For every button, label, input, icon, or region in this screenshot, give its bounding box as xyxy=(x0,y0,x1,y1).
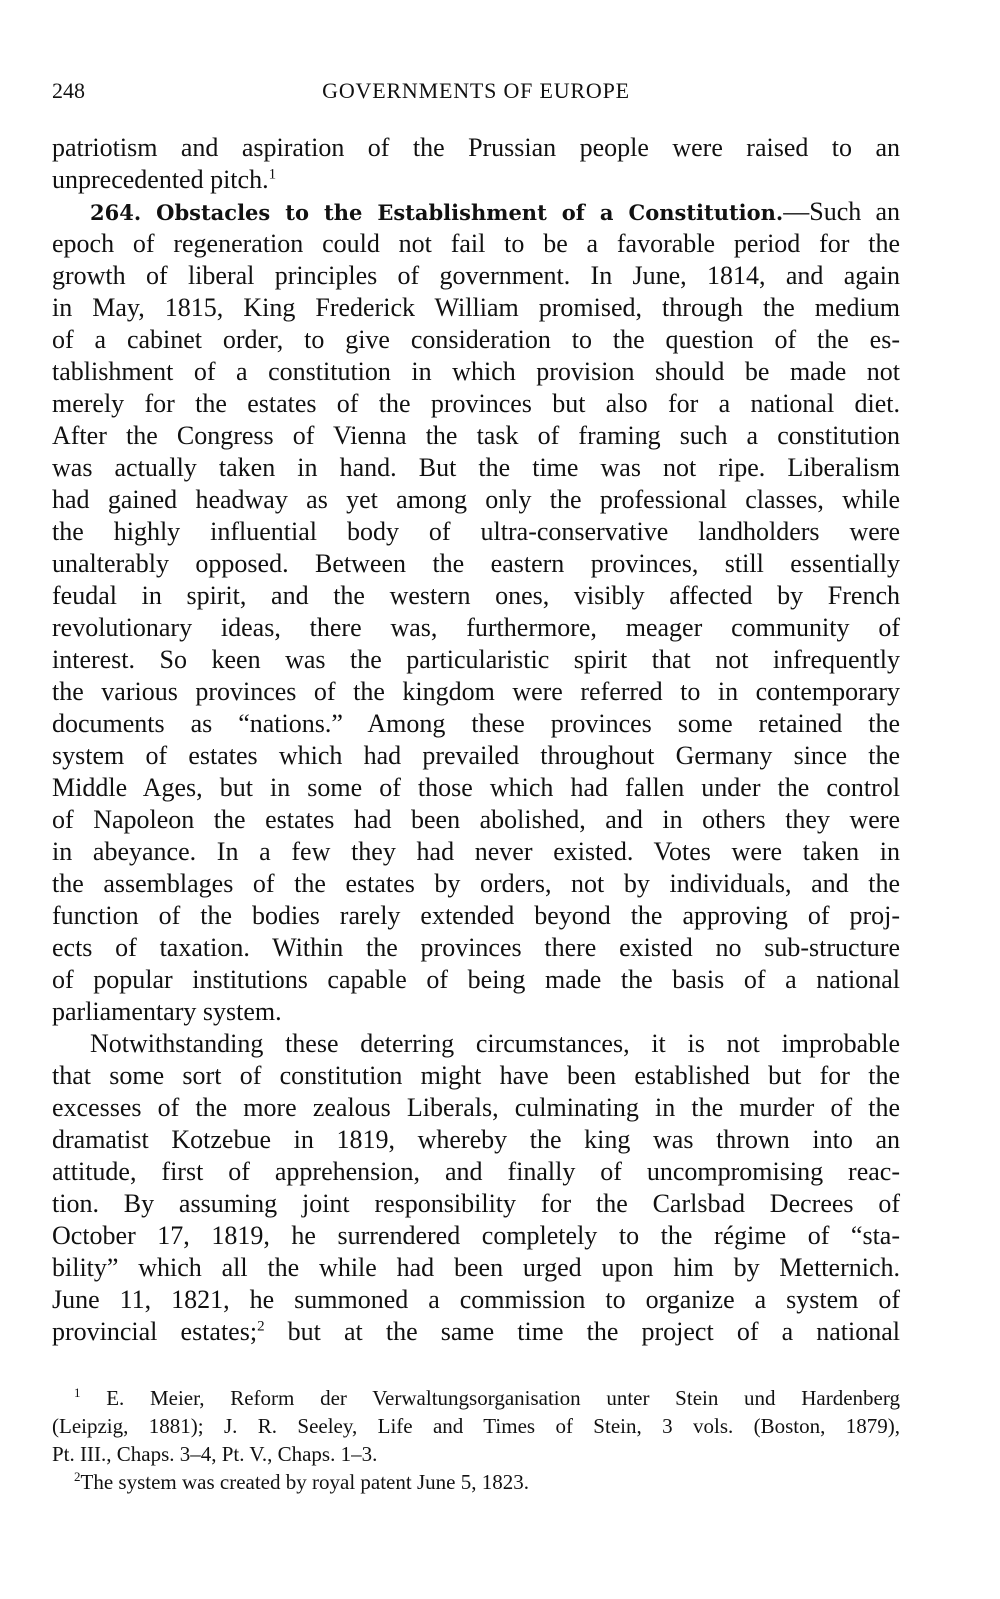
text-line: patriotism and aspiration of the Prussian people were raised to an xyxy=(52,133,900,162)
text-line: the various provinces of the kingdom were referred to in contemporary xyxy=(52,677,900,706)
text-line: feudal in spirit, and the western ones, visibly affected by French xyxy=(52,581,900,610)
text-line: October 17, 1819, he surrendered completely to the régime of “sta- xyxy=(52,1221,900,1250)
text-line: Middle Ages, but in some of those which had fallen under the control xyxy=(52,773,900,802)
footnote-ref: 2 xyxy=(257,1318,265,1335)
text-line xyxy=(52,1316,900,1348)
text-line: in abeyance. In a few they had never existed. Votes were taken in xyxy=(52,837,900,866)
text-line: function of the bodies rarely extended beyond the approving of proj- xyxy=(52,901,900,930)
text-line: ects of taxation. Within the provinces there existed no sub-structure xyxy=(52,933,900,962)
text-line: tion. By assuming joint responsibility for the Carlsbad Decrees of xyxy=(52,1189,900,1218)
text-line: the assemblages of the estates by orders, not by individuals, and the xyxy=(52,869,900,898)
text-line: June 11, 1821, he summoned a commission to organize a system of xyxy=(52,1285,900,1314)
text-line: of popular institutions capable of being made the basis of a national xyxy=(52,965,900,994)
page-header xyxy=(52,74,900,108)
footnote-text: The system was created by royal patent June 5, 1823. xyxy=(80,1470,529,1494)
text-line: was actually taken in hand. But the time was not ripe. Liberalism xyxy=(52,453,900,482)
footnote-line: Pt. III., Chaps. 3–4, Pt. V., Chaps. 1–3. xyxy=(52,1442,378,1466)
text-line: the highly influential body of ultra-conservative landholders were xyxy=(52,517,900,546)
text-line: in May, 1815, King Frederick William promised, through the medium xyxy=(52,293,900,322)
text-line: attitude, first of apprehension, and finally of uncompromising reac- xyxy=(52,1157,900,1186)
section-heading: 264. Obstacles to the Establishment of a Constitution. xyxy=(90,200,784,225)
text-line: parliamentary system. xyxy=(52,997,282,1026)
text-line: interest. So keen was the particularistic spirit that not infrequently xyxy=(52,645,900,674)
footnote-line: (Leipzig, 1881); J. R. Seeley, Life and Times of Stein, 3 vols. (Boston, 1879), xyxy=(52,1414,900,1438)
running-title: GOVERNMENTS OF EUROPE xyxy=(322,78,630,103)
text-line: revolutionary ideas, there was, furthermore, meager community of xyxy=(52,613,900,642)
text-segment: unprecedented pitch. xyxy=(52,165,269,194)
footnote-text: E. Meier, Reform der Verwaltungsorganisation unter Stein und Hardenberg xyxy=(106,1386,900,1410)
footnote-marker: 1 xyxy=(74,1385,81,1400)
text-line: merely for the estates of the provinces but also for a national diet. xyxy=(52,389,900,418)
text-line: growth of liberal principles of government. In June, 1814, and again xyxy=(52,261,900,290)
text-line: excesses of the more zealous Liberals, culminating in the murder of the xyxy=(52,1093,900,1122)
text-line: unalterably opposed. Between the eastern provinces, still essentially xyxy=(52,549,900,578)
footnote-ref: 1 xyxy=(268,166,277,183)
text-line: Notwithstanding these deterring circumstances, it is not improbable xyxy=(90,1029,900,1058)
footnotes xyxy=(52,1384,900,1496)
text-line: that some sort of constitution might have been established but for the xyxy=(52,1061,900,1090)
text-line: dramatist Kotzebue in 1819, whereby the king was thrown into an xyxy=(52,1125,900,1154)
footnote-line xyxy=(52,1384,900,1412)
body-text xyxy=(52,132,900,1348)
text-line: of a cabinet order, to give consideration to the question of the es- xyxy=(52,325,900,354)
text-line: After the Congress of Vienna the task of framing such a constitution xyxy=(52,421,900,450)
text-segment: —Such an xyxy=(783,197,900,226)
text-line: tablishment of a constitution in which provision should be made not xyxy=(52,357,900,386)
text-segment: provincial estates; xyxy=(52,1317,258,1346)
text-line: documents as “nations.” Among these provinces some retained the xyxy=(52,709,900,738)
text-line: epoch of regeneration could not fail to be a favorable period for the xyxy=(52,229,900,258)
text-line: had gained headway as yet among only the professional classes, while xyxy=(52,485,900,514)
page-number: 248 xyxy=(52,78,85,103)
footnote-line xyxy=(52,1468,900,1496)
text-line xyxy=(52,164,900,196)
footnote-marker: 2 xyxy=(74,1469,81,1484)
text-line: bility” which all the while had been urged upon him by Metternich. xyxy=(52,1253,900,1282)
section-heading-line xyxy=(52,196,900,228)
text-line: of Napoleon the estates had been abolished, and in others they were xyxy=(52,805,900,834)
text-segment: but at the same time the project of a national xyxy=(264,1317,900,1346)
text-line: system of estates which had prevailed throughout Germany since the xyxy=(52,741,900,770)
